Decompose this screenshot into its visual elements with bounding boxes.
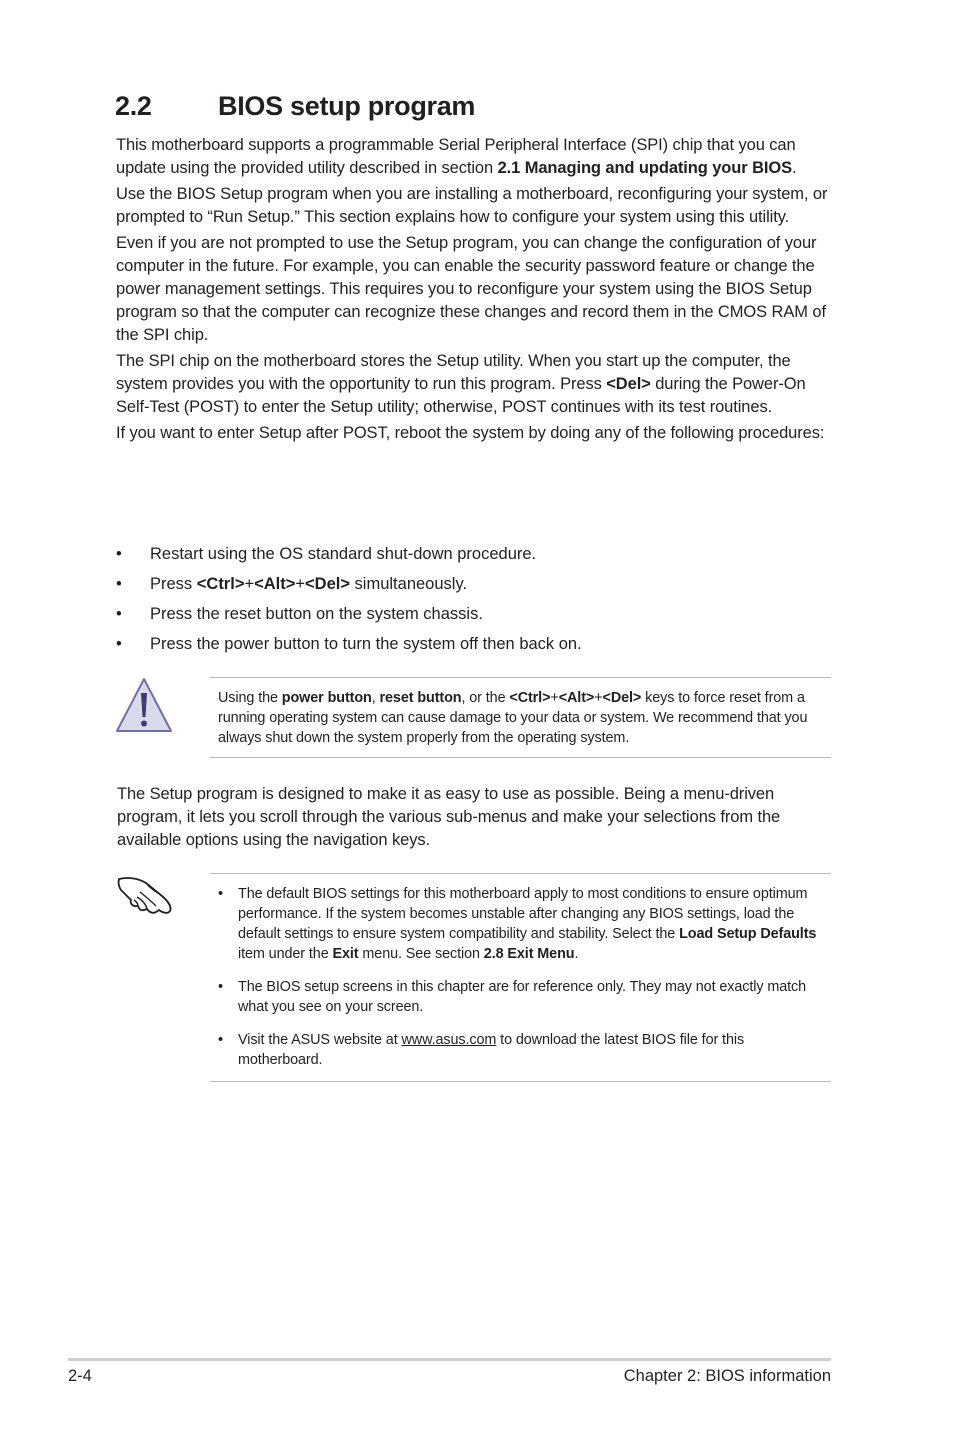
intro-p1-section-ref: 2.1 Managing and updating your BIOS	[497, 159, 793, 177]
list-item-suffix: simultaneously.	[349, 575, 468, 593]
warning-text-part: Using the	[218, 690, 282, 706]
setup-paragraph: The Setup program is designed to make it as easy to use as possible. Being a menu-driven program, it lets you scroll through the various sub-menus and make your selections from the available options using the navigation keys.	[117, 785, 781, 849]
note-text-part: menu. See section	[358, 946, 484, 962]
warning-top-rule	[210, 677, 831, 678]
intro-paragraph-4	[116, 350, 832, 419]
intro-paragraph-2: Use the BIOS Setup program when you are installing a motherboard, reconfiguring your system, or prompted to “Run Setup.” This section explains how to configure your system using this utility.	[116, 185, 828, 226]
warning-triangle-icon	[114, 676, 174, 734]
asus-website-link[interactable]: www.asus.com	[401, 1032, 497, 1048]
warning-text-part: ,	[371, 690, 380, 706]
load-setup-defaults-term: Load Setup Defaults	[679, 926, 817, 942]
list-item-prefix: Press	[150, 575, 197, 593]
intro-p4-text: The SPI chip on the motherboard stores the Setup utility. When you start up the computer, the system provides you with the opportunity to run this program. Press	[116, 352, 791, 393]
plus-sign: +	[295, 575, 306, 593]
list-item	[116, 543, 832, 573]
section-number: 2.2	[115, 91, 152, 121]
bullet-marker: •	[218, 979, 223, 995]
footer-rule	[68, 1358, 831, 1361]
list-item-text: Press the power button to turn the system off then back on.	[150, 635, 582, 653]
plus-sign: +	[244, 575, 255, 593]
chapter-title: Chapter 2: BIOS information	[623, 1367, 831, 1385]
warning-text-part: , or the	[461, 690, 510, 706]
del-key: <Del>	[305, 575, 350, 593]
exit-menu-section-ref: 2.8 Exit Menu	[483, 946, 575, 962]
warning-text	[218, 688, 830, 748]
list-item-text	[150, 573, 467, 596]
intro-paragraph-3: Even if you are not prompted to use the Setup program, you can change the configuration of your computer in the future. For example, you can enable the security password feature or change the power management settings. This requires you to reconfigure your system using the BIOS Setup program so that the computer can recognize these changes and record them in the CMOS RAM of the SPI chip.	[116, 234, 826, 344]
note-text-part: Visit the ASUS website at	[238, 1032, 402, 1048]
intro-p1-text: This motherboard supports a programmable Serial Peripheral Interface (SPI) chip that you can update using the provided utility described in section	[116, 136, 796, 177]
list-item	[218, 884, 830, 964]
bullet-marker: •	[116, 545, 122, 563]
section-heading	[115, 86, 475, 126]
list-item	[218, 1030, 830, 1070]
bullet-marker: •	[218, 1032, 223, 1048]
list-item-text: Restart using the OS standard shut-down procedure.	[150, 545, 537, 563]
list-item	[218, 977, 830, 1017]
alt-key: <Alt>	[558, 690, 595, 706]
bullet-marker: •	[218, 886, 223, 902]
note-top-rule	[210, 873, 831, 874]
list-item	[116, 603, 832, 633]
del-key: <Del>	[606, 375, 651, 393]
note-text-part: The default BIOS settings for this motherboard apply to most conditions to ensure optimum performance. If the system becomes unstable after changing any BIOS settings, load the default settings to ensure system compatibility and stability. Select the	[238, 886, 808, 942]
bullet-marker: •	[116, 635, 122, 653]
warning-bottom-rule	[210, 757, 831, 758]
intro-paragraph-5: If you want to enter Setup after POST, reboot the system by doing any of the following procedures:	[116, 424, 825, 442]
plus-sign: +	[550, 690, 559, 706]
note-list	[218, 884, 830, 1083]
note-bottom-rule	[210, 1081, 831, 1082]
list-item-text: Press the reset button on the system chassis.	[150, 605, 483, 623]
note-text-part: .	[574, 946, 579, 962]
alt-key: <Alt>	[254, 575, 296, 593]
ctrl-key: <Ctrl>	[196, 575, 245, 593]
intro-paragraph-1	[116, 134, 832, 180]
list-item	[116, 573, 832, 603]
bullet-marker: •	[116, 605, 122, 623]
exit-term: Exit	[332, 946, 359, 962]
note-text-part: item under the	[238, 946, 333, 962]
reset-button-term: reset button	[379, 690, 462, 706]
plus-sign: +	[594, 690, 603, 706]
warning-text-part: keys to force reset from a running operating system can cause damage to your data or system. We recommend that you always shut down the system properly from the operating system.	[218, 690, 808, 746]
power-button-term: power button	[281, 690, 372, 706]
del-key: <Del>	[602, 690, 642, 706]
section-title: BIOS setup program	[218, 91, 476, 121]
note-text-part: to download the latest BIOS file for this motherboard.	[238, 1032, 745, 1068]
intro-text	[116, 134, 832, 448]
note-text-part: The BIOS setup screens in this chapter are for reference only. They may not exactly match what you see on your screen.	[238, 979, 807, 1015]
reboot-procedures-list	[116, 543, 832, 663]
bullet-marker: •	[116, 575, 122, 593]
intro-p4-end: during the Power-On Self-Test (POST) to enter the Setup utility; otherwise, POST continues with its test routines.	[116, 375, 806, 416]
list-item	[116, 633, 832, 663]
page-number: 2-4	[68, 1367, 92, 1385]
intro-p1-end: .	[792, 159, 797, 177]
pointing-hand-icon	[116, 870, 174, 916]
ctrl-key: <Ctrl>	[509, 690, 551, 706]
